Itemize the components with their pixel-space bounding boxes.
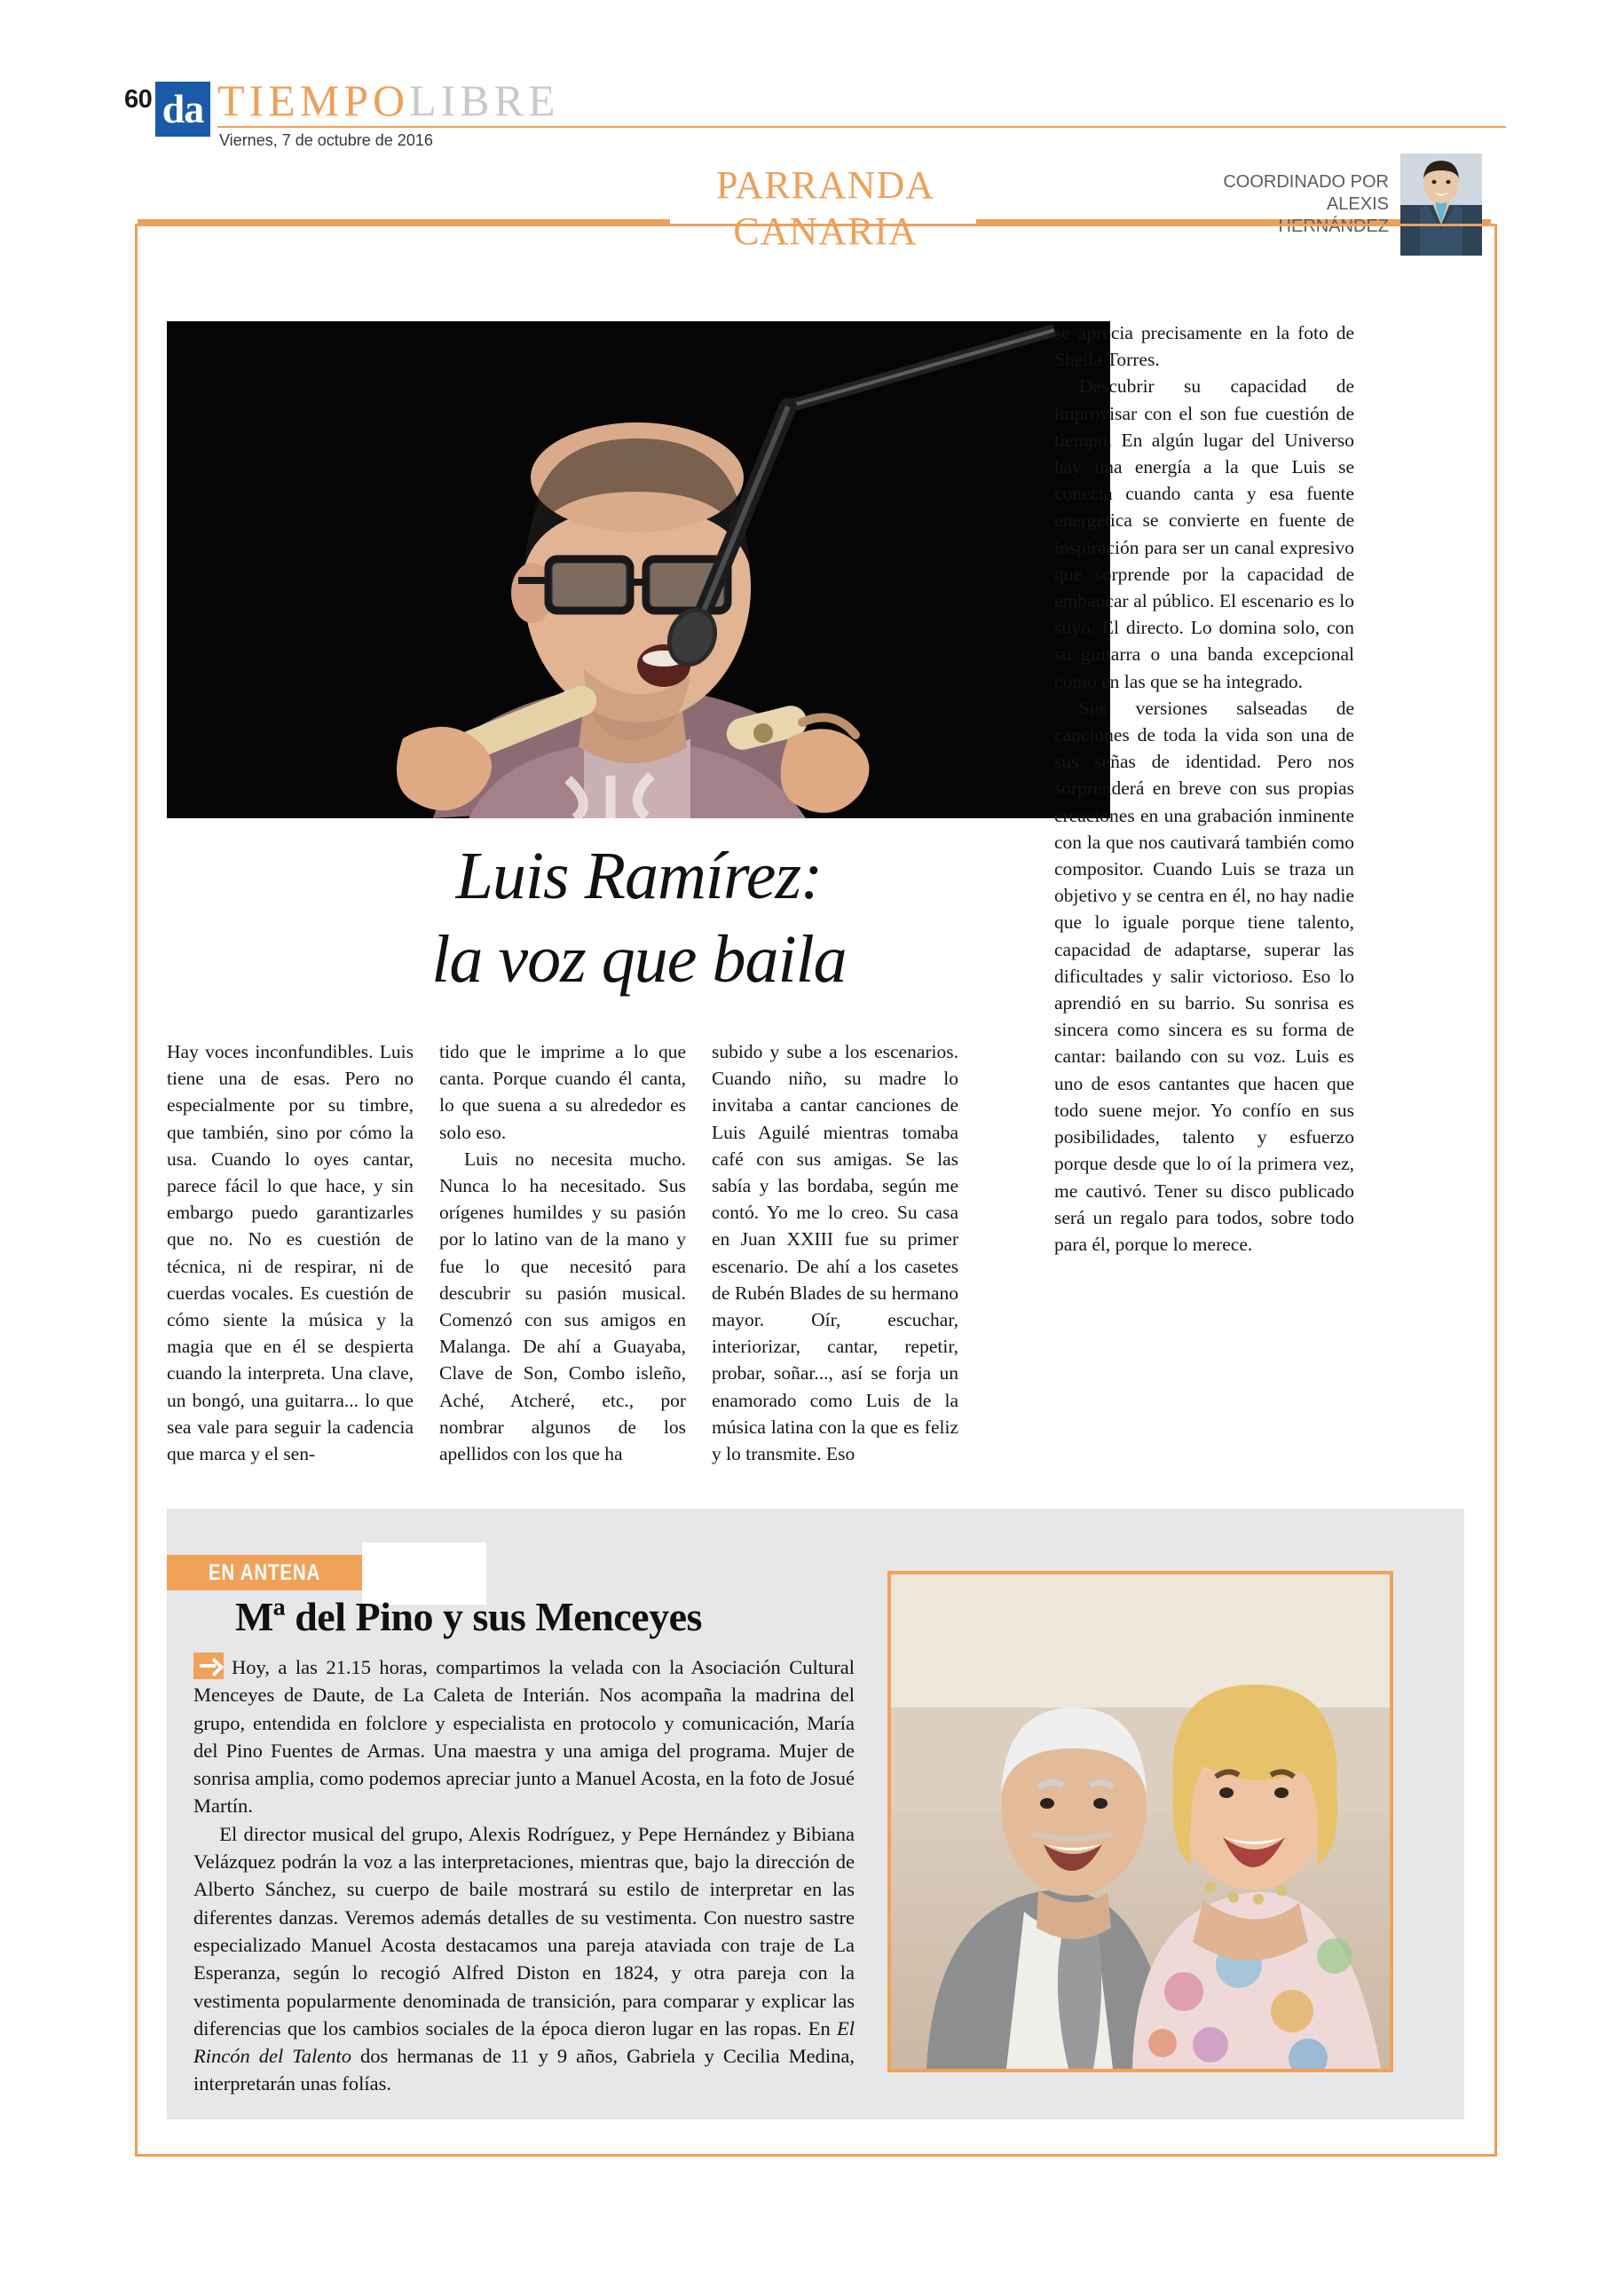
en-antena-paragraph-1 bbox=[193, 1653, 855, 1820]
article-paragraph: Descubrir su capacidad de improvisar con el son fue cuestión de tiempo. En algún lugar del Universo hay una energía a la que Luis se conecta cuando canta y esa fuente energética se convierte en fuente de inspiración para ser un canal expresivo que sorprende por la capacidad de embaucar al público. El escenario es lo suyo. El directo. Lo domina solo, con su guitarra o una banda excepcional como en las que se ha integrado. bbox=[1054, 375, 1354, 692]
en-antena-paragraph-2 bbox=[193, 1820, 855, 2098]
en-antena-p1-text: Hoy, a las 21.15 horas, compartimos la velada con la Asociación Cultural Menceyes de Daute, de La Caleta de Interián. Nos acompaña la madrina del grupo, entendida en folclore y especialista en protocolo y comunicación, María del Pino Fuentes de Armas. Una maestra y una amiga del programa. Mujer de sonrisa amplia, como podemos apreciar junto a Manuel Acosta, en la foto de Josué Martín. bbox=[193, 1656, 855, 1818]
brand-tiempo: TIEMPO bbox=[217, 75, 410, 125]
masthead-rule bbox=[217, 126, 1506, 128]
page-folio-number: 60 bbox=[124, 85, 153, 114]
coordinator-label: COORDINADO POR bbox=[1223, 172, 1389, 192]
hero-photo-luis-ramirez bbox=[167, 321, 1110, 818]
headline-line-1: Luis Ramírez: bbox=[455, 839, 823, 913]
article-paragraph: subido y sube a los escenarios. Cuando niño, su madre lo invitaba a cantar canciones de Luis Aguilé mientras tomaba café con sus amigas. Se las sabía y las bordaba, según me contó. Yo me lo creo. Su casa en Juan XXIII fue su primer escenario. De ahí a los casetes de Rubén Blades de su hermano mayor. Oír, escuchar, interiorizar, cantar, repetir, probar, soñar..., así se forja un enamorado como Luis de la música latina con la que es feliz y lo transmite. Eso bbox=[712, 1041, 958, 1465]
section-title-line2: CANARIA bbox=[733, 209, 918, 253]
en-antena-p2-text-b: dos hermanas de 11 y 9 años, Gabriela y Cecilia Medina, interpretarán unas folías. bbox=[193, 2045, 855, 2095]
article-paragraph: tido que le imprime a lo que canta. Porque cuando él canta, lo que suena a su alrededor es solo eso. bbox=[439, 1041, 686, 1143]
article-paragraph: Hay voces inconfundibles. Luis tiene una de esas. Pero no especialmente por su timbre, que también, sino por cómo la usa. Cuando lo oyes cantar, parece fácil lo que hace, y sin embargo puedo garantizarles que no. No es cuestión de técnica, ni de respirar, ni de cuerdas vocales. Es cuestión de cómo siente la música y la magia que en él se despierta cuando la interpreta. Una clave, un bongó, una guitarra... lo que sea vale para seguir la cadencia que marca y el sen- bbox=[167, 1041, 414, 1465]
article-paragraph: Luis no necesita mucho. Nunca lo ha necesitado. Sus orígenes humildes y su pasión por lo latino van de la mano y fue lo que necesitó para descubrir su pasión musical. Comenzó con sus amigos en Malanga. De ahí a Guayaba, Clave de Son, Combo isleño, Aché, Atcheré, etc., por nombrar algunos de los apellidos con los que ha bbox=[439, 1148, 686, 1465]
article-paragraph: se aprecia precisamente en la foto de Sheila Torres. bbox=[1054, 322, 1354, 371]
da-logo-text: da bbox=[162, 86, 204, 131]
en-antena-photo-couple bbox=[887, 1571, 1393, 2072]
article-paragraph: Sus versiones salseadas de canciones de toda la vida son una de sus señas de identidad. Pero nos sorprenderá en breve con sus propias creaciones en una grabación inminente con la que nos cautivará también como compositor. Cuando Luis se traza un objetivo y se centra en él, no hay nadie que lo iguale porque tiene talento, capacidad de adaptarse, superar las dificultades y salir victorioso. Eso lo aprendió en su barrio. Su sonrisa es sincera como sincera es su forma de cantar: bailando con su voz. Luis es uno de esos cantantes que hacen que todo suene mejor. Yo confío en sus posibilidades, talento y esfuerzo porque desde que lo oí la primera vez, me cautivó. Tener su disco publicado será un regalo para todos, sobre todo para él, porque lo merece. bbox=[1054, 697, 1354, 1255]
dateline: Viernes, 7 de octubre de 2016 bbox=[219, 131, 433, 149]
article-headline bbox=[293, 834, 985, 1001]
en-antena-tag bbox=[167, 1555, 362, 1590]
da-logo bbox=[155, 82, 210, 137]
section-title-line1: PARRANDA bbox=[715, 163, 934, 207]
article-column-4 bbox=[1054, 320, 1354, 1258]
en-antena-body bbox=[193, 1653, 855, 2098]
article-column-3 bbox=[712, 1038, 958, 1467]
masthead bbox=[0, 0, 1624, 164]
en-antena-tag-label: EN ANTENA bbox=[208, 1560, 321, 1585]
arrow-right-icon bbox=[193, 1653, 224, 1679]
en-antena-headline: Mª del Pino y sus Menceyes bbox=[235, 1594, 702, 1639]
article-column-1 bbox=[167, 1038, 414, 1467]
coordinator-firstname: ALEXIS bbox=[1326, 194, 1389, 214]
brand-libre: LIBRE bbox=[409, 75, 560, 125]
brand-wordmark bbox=[217, 75, 560, 126]
coordinator-lastname: HERNÁNDEZ bbox=[1278, 217, 1389, 236]
article-column-2 bbox=[439, 1038, 686, 1467]
en-antena-p2-text-a: El director musical del grupo, Alexis Rodríguez, y Pepe Hernández y Bibiana Velázquez podrán la voz a las interpretaciones, mientras que, bajo la dirección de Alberto Sánchez, su cuerpo de baile mostrará su estilo de interpretar en las diferentes danzas. Veremos además detalles de su vestimenta. Con nuestro sastre especializado Manuel Acosta destacamos una pareja ataviada con traje de La Esperanza, según lo recogió Alfred Diston en 1824, y otra pareja con la vestimenta popularmente denominada de transición, para comparar y explicar las diferencias que los cambios sociales de la época dieron lugar en las ropas. En bbox=[193, 1822, 855, 2039]
en-antena-p2-program-title: El Rincón del Talento bbox=[193, 2016, 855, 2068]
headline-line-2: la voz que baila bbox=[431, 922, 847, 997]
